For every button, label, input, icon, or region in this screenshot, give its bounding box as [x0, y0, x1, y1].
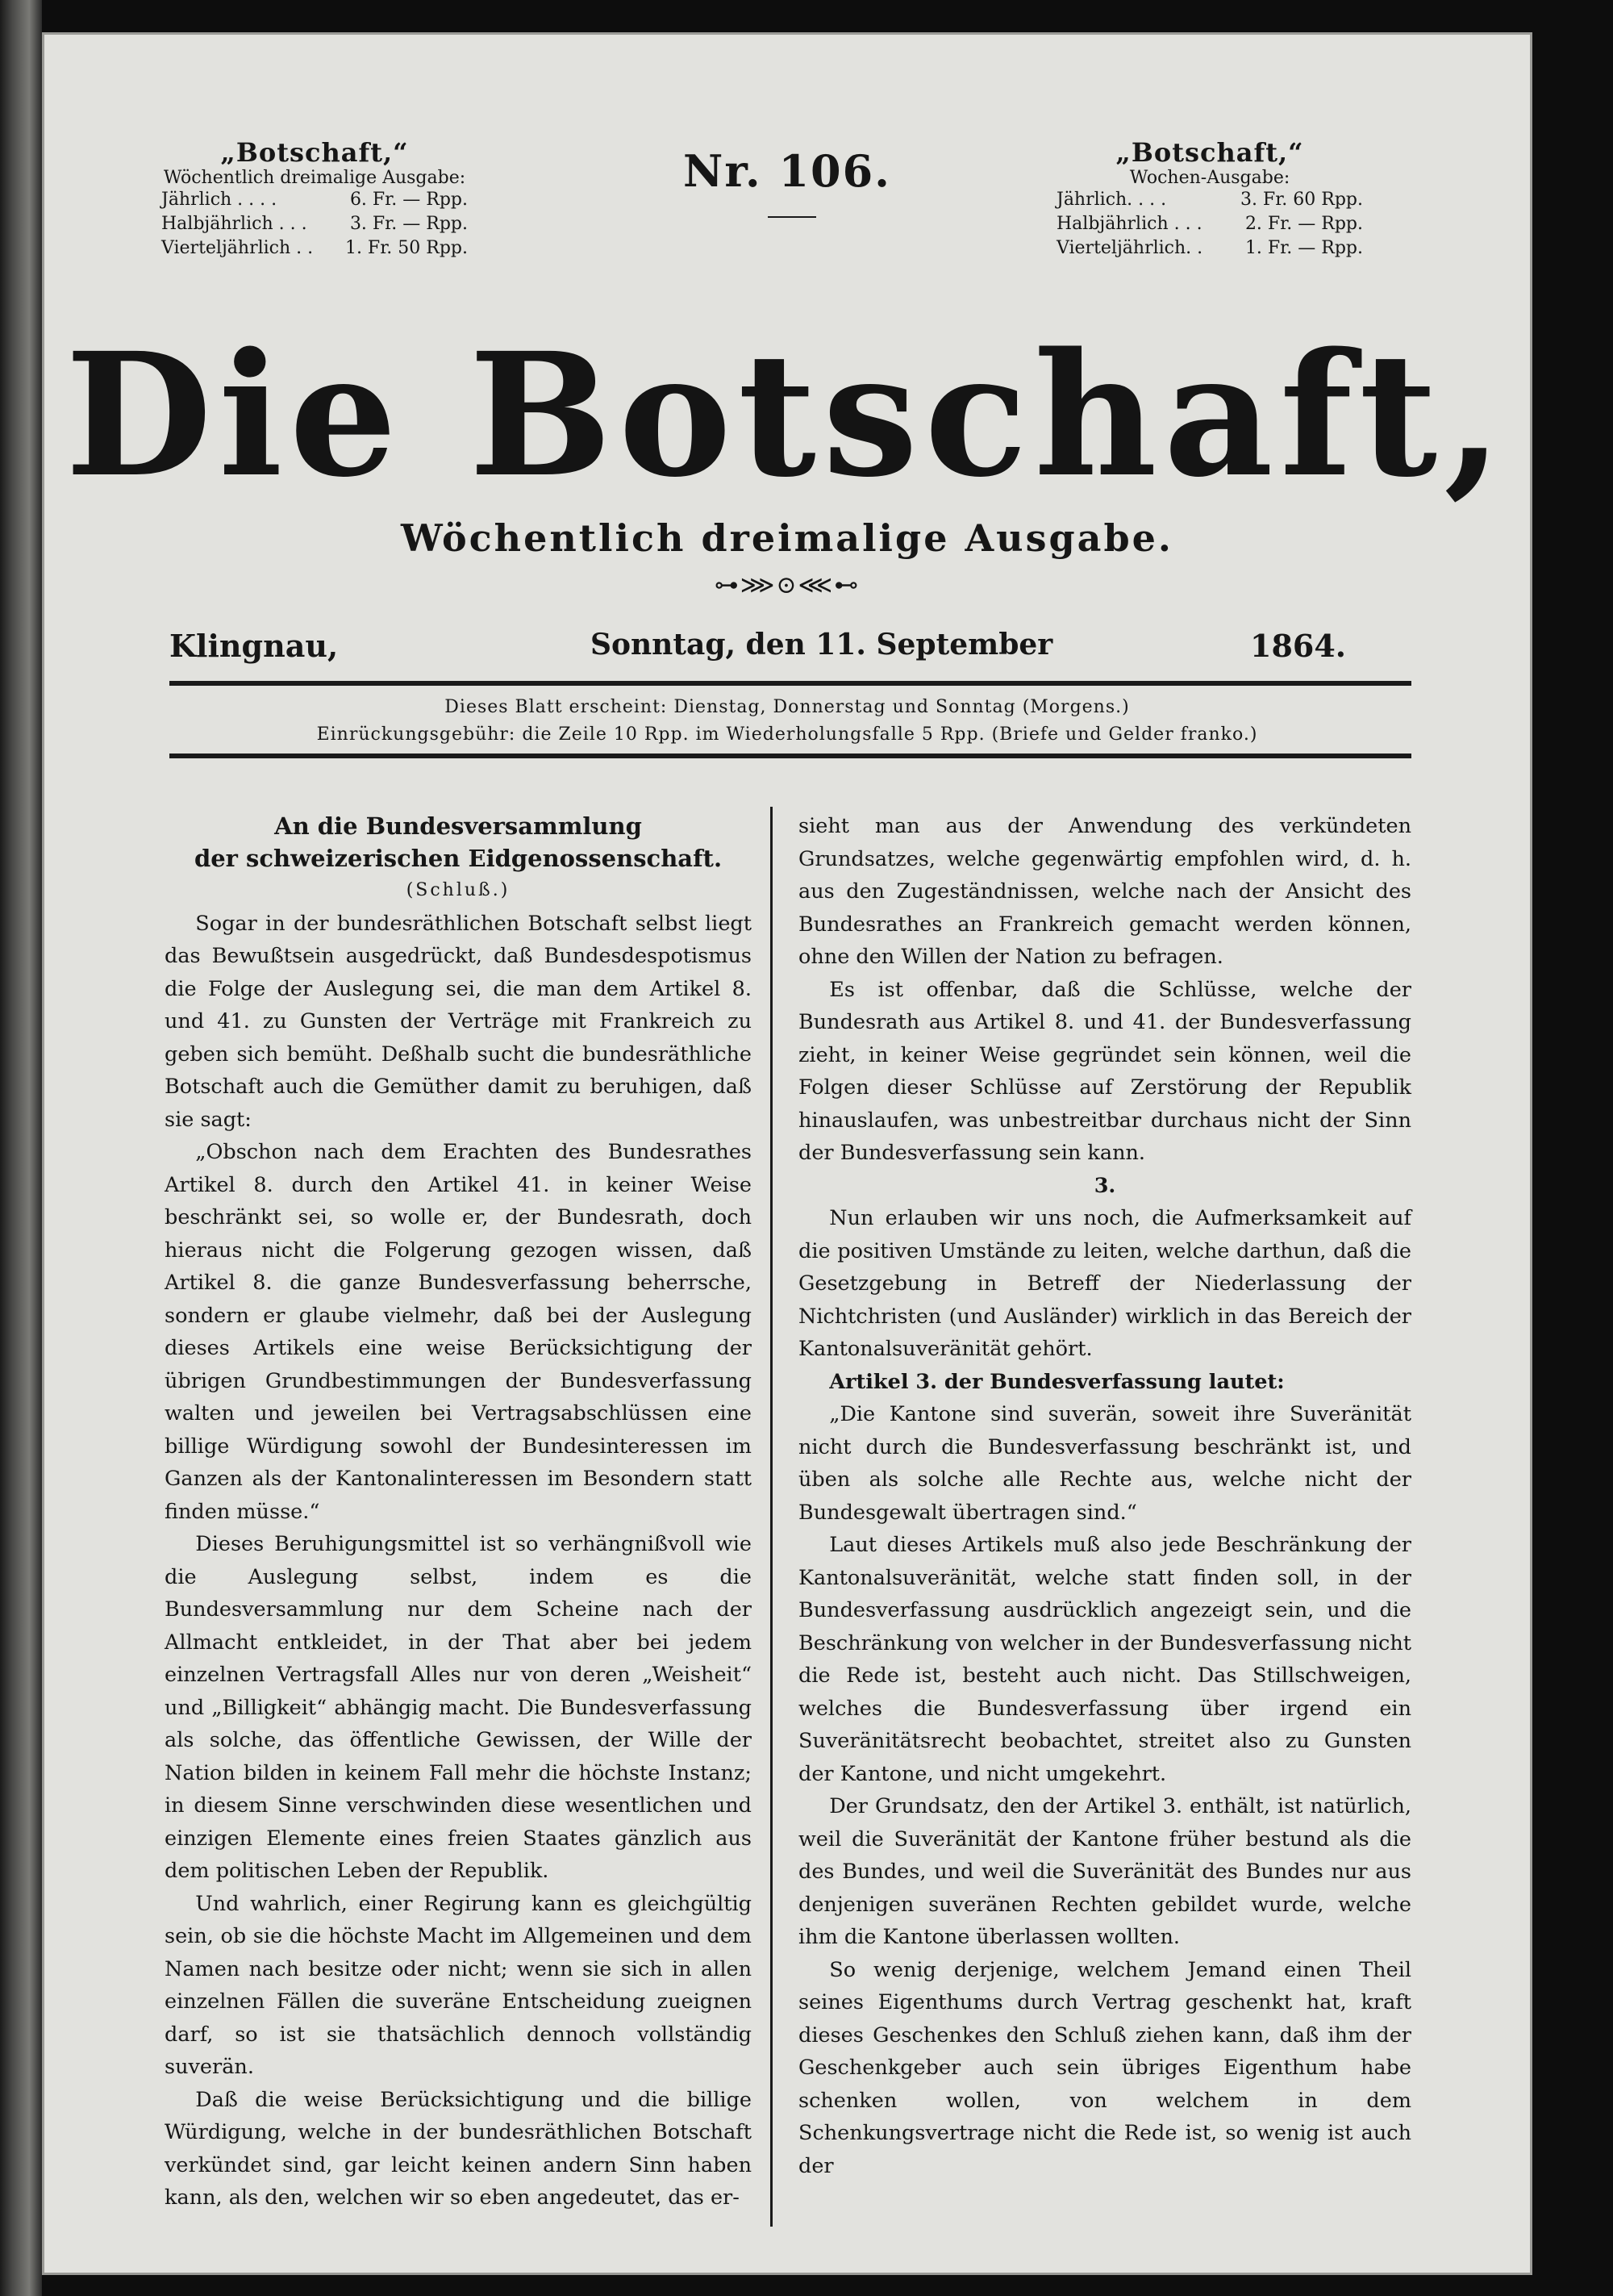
- paragraph: Nun erlauben wir uns noch, die Aufmerksamkeit auf die positiven Umstände zu leiten, welche darthun, daß die Gesetzgebung in Betreff der Niederlassung der Nichtchristen (und Ausländer) wirklich in das Bereich der Kantonalsuveränität gehört.: [798, 1206, 1411, 1361]
- article-column-left: [165, 810, 752, 2215]
- article-heading-line-1: An die Bundesversammlung: [274, 812, 642, 840]
- article-conclusion-marker: (Schluß.): [406, 880, 511, 900]
- issue-number: Nr. 106.: [683, 145, 891, 197]
- header-rule-top: [169, 681, 1411, 686]
- header-rule-bottom: [169, 754, 1411, 758]
- dateline-year: 1864.: [1250, 628, 1346, 664]
- article3-intro: Artikel 3. der Bundesverfassung lautet:: [829, 1369, 1285, 1394]
- newspaper-page: [42, 32, 1532, 2275]
- article-heading-line-2: der schweizerischen Eidgenossenschaft.: [194, 845, 723, 872]
- section-number: 3.: [1094, 1173, 1116, 1198]
- price-row: Vierteljährlich. . 1. Fr. — Rpp.: [1057, 238, 1363, 258]
- prices-right-subtitle: Wochen-Ausgabe:: [1129, 168, 1290, 188]
- paragraph: Laut dieses Artikels muß also jede Beschränkung der Kantonalsuveränität, welche statt finden soll, in der Bundesverfassung ausdrücklich angezeigt sein, und die Beschränkung von welcher in der Bundesverfassung nicht die Rede ist, besteht auch nicht. Das Stillschweigen, welches die Bundesverfassung über irgend ein Suveränitätsrecht beobachtet, streitet also zu Gunsten der Kantone, und nicht umgekehrt.: [798, 1533, 1411, 1786]
- dateline-date: Sonntag, den 11. September: [590, 628, 1053, 662]
- price-row: Vierteljährlich . . 1. Fr. 50 Rpp.: [161, 238, 468, 258]
- paragraph: So wenig derjenige, welchem Jemand einen Theil seines Eigenthums durch Vertrag geschenkt hat, kraft dieses Geschenkes den Schluß ziehen kann, daß ihm der Geschenkgeber auch sein übriges Eigenthum habe schenken wollen, von welchem in dem Schenkungsvertrage nicht die Rede ist, so wenig ist auch der: [798, 1957, 1411, 2178]
- paragraph: Daß die weise Berücksichtigung und die billige Würdigung, welche in der bundesräthlichen Botschaft verkündet sind, gar leicht keinen andern Sinn haben kann, als den, welchen wir so eben angedeutet, das er-: [165, 2087, 752, 2210]
- masthead-title: Die Botschaft,: [65, 315, 1510, 515]
- price-row: Halbjährlich . . . 2. Fr. — Rpp.: [1057, 214, 1363, 234]
- paragraph: Dieses Beruhigungsmittel ist so verhängnißvoll wie die Auslegung selbst, indem es die Bundesversammlung nur dem Scheine nach der Allmacht entkleidet, in der That aber bei jedem einzelnen Vertragsfall Alles nur von deren „Weisheit“ und „Billigkeit“ abhängig macht. Die Bundesverfassung als solche, das öffentliche Gewissen, der Wille der Nation bilden in keinem Fall mehr die höchste Instanz; in diesem Sinne verschwinden diese wesentlichen und einzigen Elemente eines freien Staates gänzlich aus dem politischen Leben der Republik.: [165, 1532, 752, 1883]
- paragraph: Und wahrlich, einer Regirung kann es gleichgültig sein, ob sie die höchste Macht im Allgemeinen und dem Namen nach besitze oder nicht; wenn sie sich in allen einzelnen Fällen die suveräne Entscheidung zueignen darf, so ist sie thatsächlich dennoch vollständig suverän.: [165, 1891, 752, 2079]
- article3-quotation: „Die Kantone sind suverän, soweit ihre Suveränität nicht durch die Bundesverfassung beschränkt ist, und üben als solche alle Rechte aus, welche nicht der Bundesgewalt übertragen sind.“: [798, 1402, 1411, 1525]
- column-divider: [770, 807, 773, 2227]
- page-binding-edge: [0, 0, 42, 2296]
- paragraph: Der Grundsatz, den der Artikel 3. enthält, ist natürlich, weil die Suveränität der Kantone früher bestund als die des Bundes, und weil die Suveränität des Bundes nur aus denjenigen suveränen Rechten gebildet wurde, welche ihm die Kantone überlassen wollten.: [798, 1794, 1411, 1949]
- prices-left-subtitle: Wöchentlich dreimalige Ausgabe:: [163, 168, 466, 188]
- decorative-ornament: ⊶⋙⊙⋘⊷: [714, 571, 861, 599]
- price-row: Jährlich. . . . 3. Fr. 60 Rpp.: [1057, 190, 1363, 210]
- prices-left-title: „Botschaft,“: [220, 137, 409, 168]
- publication-notice: Dieses Blatt erscheint: Dienstag, Donnerstag und Sonntag (Morgens.): [444, 697, 1130, 717]
- article-column-right: [798, 810, 1411, 2182]
- price-row: Jährlich . . . . 6. Fr. — Rpp.: [161, 190, 468, 210]
- paragraph: Es ist offenbar, daß die Schlüsse, welche der Bundesrath aus Artikel 8. und 41. der Bundesverfassung zieht, in keiner Weise gegründet sein können, weil die Folgen dieser Schlüsse auf Zerstörung der Republik hinauslaufen, was unbestreitbar durchaus nicht der Sinn der Bundesverfassung sein kann.: [798, 977, 1411, 1165]
- prices-right-title: „Botschaft,“: [1115, 137, 1304, 168]
- subscription-prices-left: [161, 137, 468, 261]
- price-row: Halbjährlich . . . 3. Fr. — Rpp.: [161, 214, 468, 234]
- paragraph: sieht man aus der Anwendung des verkündeten Grundsatzes, welche gegenwärtig empfohlen wird, d. h. aus den Zugeständnissen, welche nach der Ansicht des Bundesrathes an Frankreich gemacht werden können, ohne den Willen der Nation zu befragen.: [798, 814, 1411, 969]
- advertising-notice: Einrückungsgebühr: die Zeile 10 Rpp. im Wiederholungsfalle 5 Rpp. (Briefe und Gelder franko.): [316, 724, 1258, 745]
- quotation: „Obschon nach dem Erachten des Bundesrathes Artikel 8. durch den Artikel 41. in keiner Weise beschränkt sei, so wolle er, der Bundesrath, doch hieraus nicht die Folgerung gezogen wissen, daß Artikel 8. die ganze Bundesverfassung beherrsche, sondern er glaube vielmehr, daß bei der Auslegung dieses Artikels eine weise Berücksichtigung der übrigen Grundbestimmungen der Bundesverfassung walten und jeweilen bei Vertragsabschlüssen eine billige Würdigung sowohl der Bundesinteressen im Ganzen als der Kantonalinteressen im Besondern statt finden müsse.“: [165, 1140, 752, 1524]
- subscription-prices-right: [1057, 137, 1363, 261]
- paragraph: Sogar in der bundesräthlichen Botschaft selbst liegt das Bewußtsein ausgedrückt, daß Bundesdespotismus die Folge der Auslegung sei, die man dem Artikel 8. und 41. zu Gunsten der Verträge mit Frankreich zu geben sich bemüht. Deßhalb sucht die bundesräthliche Botschaft auch die Gemüther damit zu beruhigen, daß sie sagt:: [165, 911, 752, 1132]
- issue-underline: [768, 216, 816, 218]
- dateline-place: Klingnau,: [169, 628, 339, 664]
- masthead-tagline: Wöchentlich dreimalige Ausgabe.: [401, 516, 1173, 560]
